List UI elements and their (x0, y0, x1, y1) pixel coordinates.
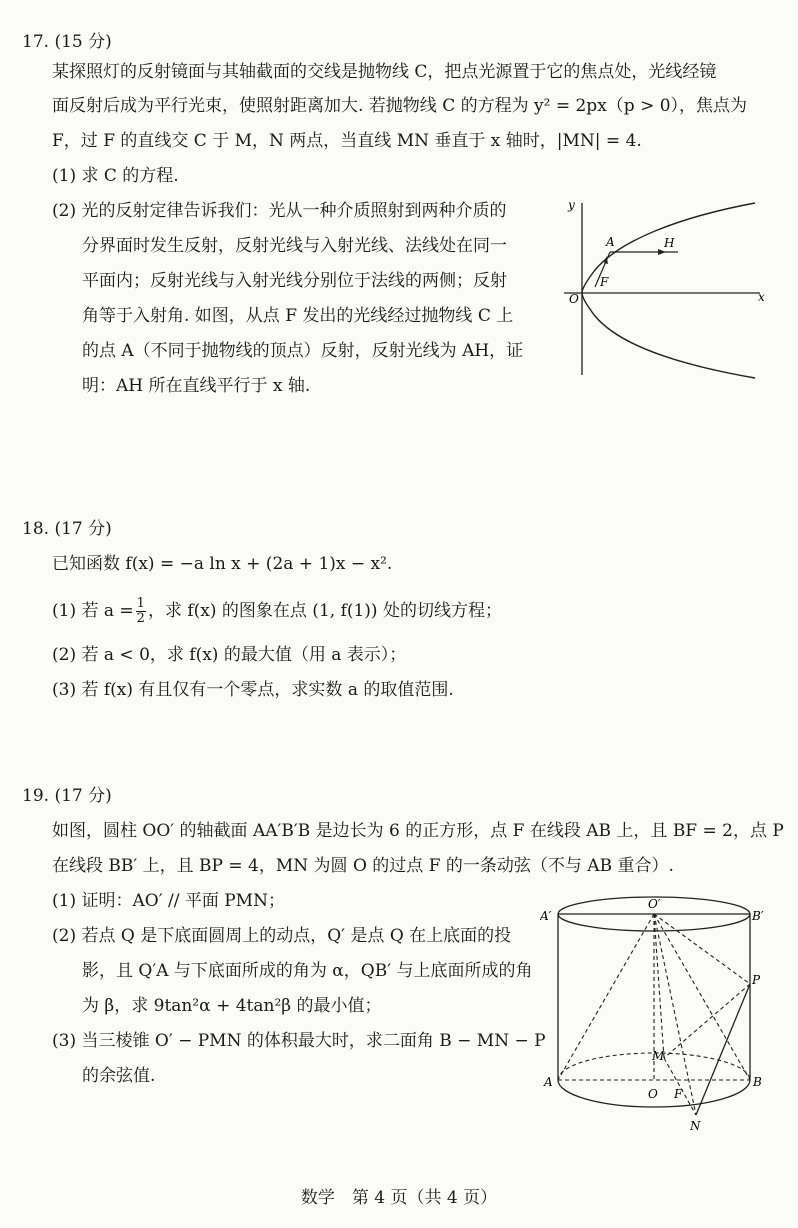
q18-intro: 已知函数 f(x) = −a ln x + (2a + 1)x − x². (52, 554, 393, 574)
q19-part-2-line-3: 为 β，求 9tan²α + 4tan²β 的最小值； (82, 996, 382, 1016)
fig19-label-f: F (674, 1087, 683, 1101)
q19-part-1: (1) 证明：AO′ // 平面 PMN； (52, 891, 285, 911)
q17-intro-line-1: 某探照灯的反射镜面与其轴截面的交线是抛物线 C，把点光源置于它的焦点处，光线经镜 (52, 62, 717, 82)
fig19-label-p: P (752, 973, 761, 987)
cylinder-figure (540, 890, 770, 1135)
q17-part-2-line-4: 角等于入射角. 如图，从点 F 发出的光线经过抛物线 C 上 (82, 306, 514, 326)
q18-fraction-numerator: 1 (136, 596, 145, 611)
q19-intro-line-2: 在线段 BB′ 上，且 BP = 4，MN 为圆 O 的过点 F 的一条动弦（不与 AB 重合）. (52, 856, 674, 876)
q19-part-2-line-1: (2) 若点 Q 是下底面圆周上的动点，Q′ 是点 Q 在上底面的投 (52, 926, 512, 946)
fig17-label-h: H (664, 236, 675, 250)
q18-part-1-suffix: ，求 f(x) 的图象在点 (1, f(1)) 处的切线方程； (147, 601, 502, 621)
fig17-label-x: x (758, 290, 765, 304)
q17-intro-line-3: F，过 F 的直线交 C 于 M，N 两点，当直线 MN 垂直于 x 轴时，|MN| = 4. (52, 131, 642, 151)
q17-header: 17. (15 分) (22, 32, 112, 52)
page-footer: 数学 第 4 页（共 4 页） (300, 1188, 498, 1208)
q17-intro-line-2: 面反射后成为平行光束，使照射距离加大. 若抛物线 C 的方程为 y² = 2px（p > 0），焦点为 (52, 96, 748, 116)
q17-part-2-line-2: 分界面时发生反射，反射光线与入射光线、法线处在同一 (82, 236, 507, 256)
q18-part-1-prefix: (1) 若 a = (52, 601, 134, 621)
q19-intro-line-1: 如图，圆柱 OO′ 的轴截面 AA′B′B 是边长为 6 的正方形，点 F 在线段 AB 上，且 BF = 2，点 P (52, 821, 784, 841)
fig17-label-a: A (606, 235, 615, 249)
q17-part-2-line-3: 平面内；反射光线与入射光线分别位于法线的两侧；反射 (82, 271, 507, 291)
q17-part-1: (1) 求 C 的方程. (52, 166, 179, 186)
q18-part-1 (52, 597, 502, 626)
fig19-label-b-prime: B′ (752, 909, 764, 923)
fig19-label-o: O (648, 1087, 658, 1101)
q18-part-3: (3) 若 f(x) 有且仅有一个零点，求实数 a 的取值范围. (52, 680, 454, 700)
fig17-label-o: O (569, 292, 579, 306)
q19-part-3-line-2: 的余弦值. (82, 1066, 156, 1086)
q18-header: 18. (17 分) (22, 519, 112, 539)
q19-part-2-line-2: 影，且 Q′A 与下底面所成的角为 α，QB′ 与上底面所成的角 (82, 961, 533, 981)
q18-part-2: (2) 若 a < 0，求 f(x) 的最大值（用 a 表示）； (52, 645, 407, 665)
fig19-label-m: M (652, 1049, 665, 1063)
q17-part-2-line-1: (2) 光的反射定律告诉我们：光从一种介质照射到两种介质的 (52, 201, 507, 221)
q17-part-2-line-6: 明：AH 所在直线平行于 x 轴. (82, 376, 311, 396)
q18-fraction (136, 597, 146, 626)
fig19-label-n: N (690, 1119, 701, 1133)
fig17-label-y: y (568, 198, 575, 212)
q19-part-3-line-1: (3) 当三棱锥 O′ − PMN 的体积最大时，求二面角 B − MN − P (52, 1031, 546, 1051)
parabola-figure (560, 195, 770, 380)
fig19-label-o-prime: O′ (648, 897, 661, 911)
fig19-label-a-prime: A′ (540, 909, 552, 923)
fig17-label-f: F (600, 275, 609, 289)
fig19-label-b: B (753, 1075, 762, 1089)
q19-header: 19. (17 分) (22, 786, 112, 806)
q17-part-2-line-5: 的点 A（不同于抛物线的顶点）反射，反射光线为 AH，证 (82, 341, 524, 361)
fig19-label-a: A (544, 1075, 553, 1089)
q18-fraction-denominator: 2 (136, 611, 145, 626)
